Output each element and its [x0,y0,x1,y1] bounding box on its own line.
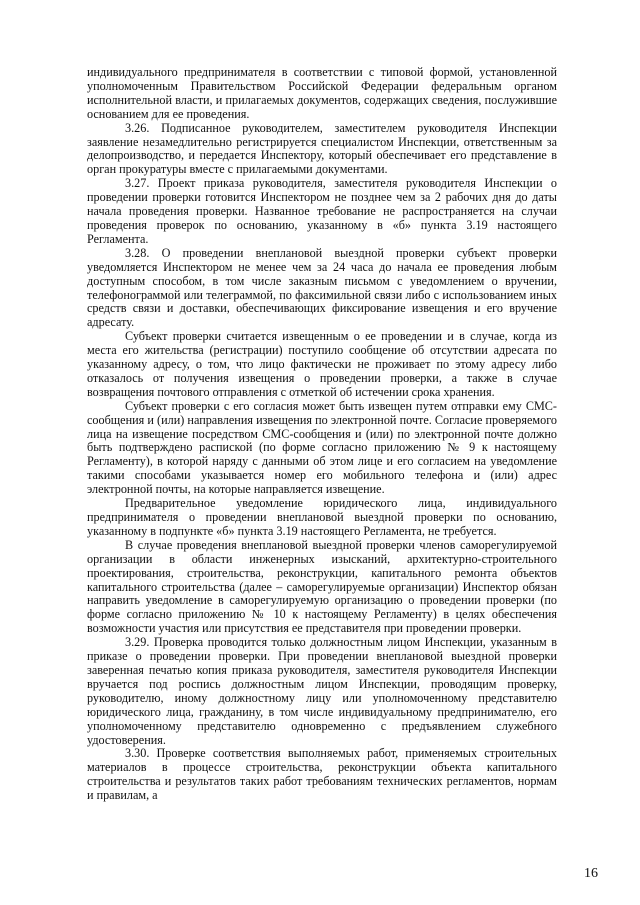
paragraph-3-30: 3.30. Проверке соответствия выполняемых работ, применяемых строительных материалов в процессе строительства, реконструкции объекта капитального строительства и результатов таких работ требованиям технических регламентов, нормам и правилам, а [87,746,557,803]
paragraph-3-28: 3.28. О проведении внеплановой выездной проверки субъект проверки уведомляется Инспектором не менее чем за 24 часа до начала ее проведения любым доступным способом, в том числе заказным письмом с уведомлением о вручении, телефонограммой или телеграммой, по факсимильной связи либо с использованием иных средств связи и доставки, обеспечивающих фиксирование извещения и его вручение адресату. [87,245,557,330]
paragraph-3-27: 3.27. Проект приказа руководителя, заместителя руководителя Инспекции о проведении проверки готовится Инспектором не позднее чем за 2 рабочих дня до даты начала проведения проверки. Названное требование не распространяется на случаи проведения проверок по основанию, указанному в «б» пункта 3.19 настоящего Регламента. [87,176,557,246]
paragraph-sro-inspection: В случае проведения внеплановой выездной проверки членов саморегулируемой организации в области инженерных изысканий, архитектурно-строительного проектирования, строительства, реконструкции, капитального ремонта объектов капитального строительства (далее – саморегулируемые организации) Инспектор обязан направить уведомление в саморегулируемую организацию о проведении проверки (по форме согласно приложению № 10 к настоящему Регламенту) в целях обеспечения возможности участия или присутствия ее представителя при проведении проверки. [87,537,557,636]
paragraph-3-26: 3.26. Подписанное руководителем, заместителем руководителя Инспекции заявление незамедлительно регистрируется специалистом Инспекции, ответственным за делопроизводство, и передается Инспектору, который обеспечивает его представление в орган прокуратуры вместе с прилагаемыми документами. [87,120,557,177]
page-number: 16 [584,866,598,881]
paragraph-notified-subject: Субъект проверки считается извещенным о ее проведении и в случае, когда из места его жительства (регистрации) поступило сообщение об отсутствии адресата по указанному адресу, о том, что лицо фактически не проживает по этому адресу либо отказалось от получения извещения о проведении проверки, а также в случае возвращения почтового отправления с отметкой об истечении срока хранения. [87,329,557,399]
paragraph-3-29: 3.29. Проверка проводится только должностным лицом Инспекции, указанным в приказе о проведении проверки. При проведении внеплановой выездной проверки заверенная печатью копия приказа руководителя, заместителя руководителя Инспекции вручается под роспись должностным лицом Инспекции, проводящим проверку, руководителю, иному должностному лицу или уполномоченному представителю юридического лица, гражданину, в том числе индивидуальному предпринимателю, его уполномоченному представителю одновременно с предъявлением служебного удостоверения. [87,635,557,747]
paragraph-prior-notice: Предварительное уведомление юридического лица, индивидуального предпринимателя о проведении внеплановой выездной проверки по основанию, указанному в подпункте «б» пункта 3.19 настоящего Регламента, не требуется. [87,496,557,538]
paragraph-sms-notification: Субъект проверки с его согласия может быть извещен путем отправки ему СМС-сообщения и (или) направления извещения по электронной почте. Согласие проверяемого лица на извещение посредством СМС-сообщения и (или) по электронной почте должно быть подтверждено распиской (по форме согласно приложению № 9 к настоящему Регламенту), в которой наряду с данными об этом лице и его согласием на уведомление такими способами указывается номер его мобильного телефона и (или) адрес электронной почты, на которые направляется извещение. [87,398,557,497]
document-body [87,66,557,803]
paragraph-continuation: индивидуального предпринимателя в соответствии с типовой формой, установленной уполномоченным Правительством Российской Федерации федеральным органом исполнительной власти, и прилагаемых документов, содержащих сведения, послужившие основанием для ее проведения. [87,65,557,121]
